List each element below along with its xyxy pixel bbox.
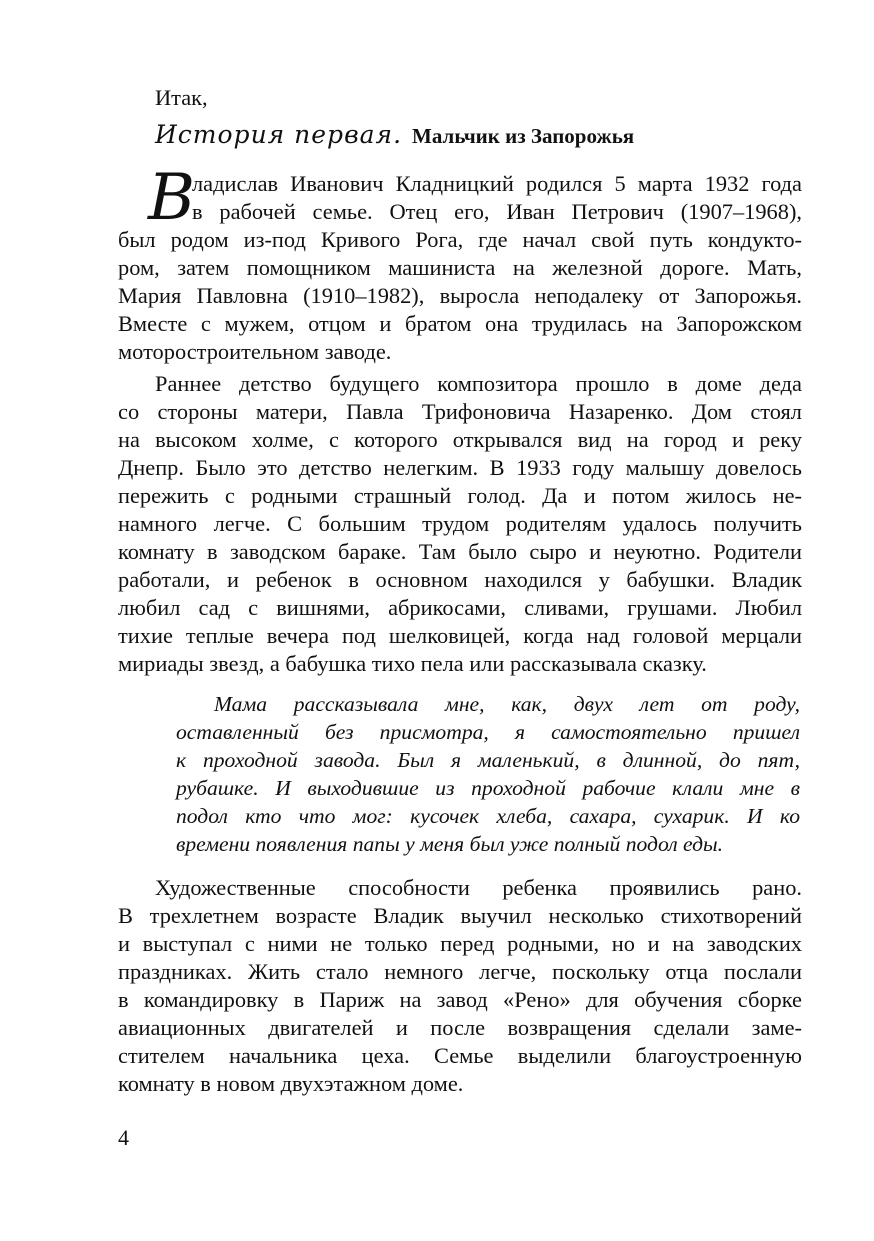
paragraph-line: Раннее детство будущего композитора прошло в доме деда xyxy=(155,371,802,396)
quote-line: времени появления папы у меня был уже полный подол еды. xyxy=(176,832,724,856)
paragraph-line: авиационных двигателей и после возвращения сделали заме- xyxy=(118,1015,802,1040)
paragraph-line: Мария Павловна (1910–1982), выросла неподалеку от Запорожья. xyxy=(118,283,802,308)
paragraph-line: В трехлетнем возрасте Владик выучил несколько стихотворений xyxy=(118,903,802,928)
paragraph-line: пережить с родными страшный голод. Да и потом жилось не- xyxy=(118,483,802,508)
paragraph-line: Вместе с мужем, отцом и братом она трудилась на Запорожском xyxy=(118,311,802,336)
paragraph-line: тихие теплые вечера под шелковицей, когда над головой мерцали xyxy=(118,623,802,648)
paragraph-line: был родом из-под Кривого Рога, где начал свой путь кондукто- xyxy=(118,227,802,252)
paragraph-line: комнату в заводском бараке. Там было сыро и неуютно. Родители xyxy=(118,539,802,564)
paragraph-line: и выступал с ними не только перед родными, но и на заводских xyxy=(118,931,802,956)
chapter-title: Мальчик из Запорожья xyxy=(412,124,635,148)
paragraph-line: намного легче. С большим трудом родителям удалось получить xyxy=(118,511,802,536)
paragraph-line: Художественные способности ребенка проявились рано. xyxy=(155,875,802,900)
quote-line: к проходной завода. Был я маленький, в длинной, до пят, xyxy=(176,748,800,772)
paragraph-line: моторостроительном заводе. xyxy=(118,339,392,364)
paragraph-line: в рабочей семье. Отец его, Иван Петрович (1907–1968), xyxy=(192,199,802,224)
quote-line: Мама рассказывала мне, как, двух лет от роду, xyxy=(214,692,800,716)
chapter-heading xyxy=(155,120,634,160)
paragraph-line: Днепр. Было это детство нелегким. В 1933 году малышу довелось xyxy=(118,455,802,480)
paragraph-line: праздниках. Жить стало немного легче, поскольку отца послали xyxy=(118,959,802,984)
quote-line: оставленный без присмотра, я самостоятельно пришел xyxy=(176,720,800,744)
paragraph-line: в командировку в Париж на завод «Рено» для обучения сборке xyxy=(118,987,802,1012)
paragraph-line: ладислав Иванович Кладницкий родился 5 марта 1932 года xyxy=(192,171,802,196)
paragraph-line: комнату в новом двухэтажном доме. xyxy=(118,1071,464,1096)
paragraph-line: со стороны матери, Павла Трифоновича Назаренко. Дом стоял xyxy=(118,399,802,424)
paragraph-line: работали, и ребенок в основном находился у бабушки. Владик xyxy=(118,567,802,592)
chapter-label: История первая. xyxy=(155,120,403,149)
quote-line: подол кто что мог: кусочек хлеба, сахара, сухарик. И ко xyxy=(176,804,800,828)
drop-cap: В xyxy=(148,161,196,235)
page-number: 4 xyxy=(118,1125,129,1150)
intro-text: Итак, xyxy=(155,85,208,110)
paragraph-line: мириады звезд, а бабушка тихо пела или рассказывала сказку. xyxy=(118,651,707,676)
paragraph-line: на высоком холме, с которого открывался вид на город и реку xyxy=(118,427,802,452)
paragraph-line: ром, затем помощником машиниста на железной дороге. Мать, xyxy=(118,255,802,280)
paragraph-line: любил сад с вишнями, абрикосами, сливами, грушами. Любил xyxy=(118,595,802,620)
quote-line: рубашке. И выходившие из проходной рабочие клали мне в xyxy=(176,776,800,800)
paragraph-line: стителем начальника цеха. Семье выделили благоустроенную xyxy=(118,1043,802,1068)
